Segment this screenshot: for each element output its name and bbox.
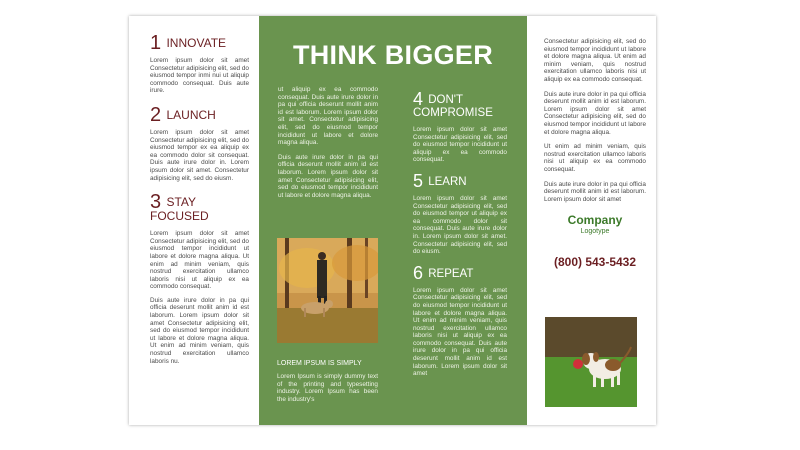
section-4: [413, 89, 507, 164]
section-heading: [150, 32, 249, 54]
photo-caption-text: Lorem Ipsum is simply dummy text of the printing and typesetting industry. Lorem Ipsum has been the industry's: [277, 373, 378, 403]
right-text: Duis aute irure dolor in pa qui officia deserunt mollit anim id est laborum. Lorem ipsum dolor sit amet Consectetur adipisicing elit, sed do eiusmod tempor incididunt ut labore et dolore magna aliqua.: [544, 90, 646, 136]
section-heading: [413, 89, 507, 120]
right-text: Duis aute irure dolor in pa qui officia deserunt mollit anim id est laborum. Lorem ipsum dolor sit amet: [544, 180, 646, 203]
section-1: [150, 32, 249, 95]
section-title: LEARN: [428, 175, 467, 188]
section-title: REPEAT: [428, 267, 474, 280]
company-logo: [544, 213, 646, 235]
middle-column-b: [413, 89, 507, 389]
section-text: Lorem ipsum dolor sit amet Consectetur adipisicing elit, sed do eiusmod tempor incididunt ut labore et dolore magna aliqua. Ut enim ad minim veniam, quis nostrud exercitation ullamco laboris nisi ut aliquip ex ea commodo consequat. Duis aute irure dolor in pa qui officia deserunt mollit anim id est laborum. Lorem ipsum dolor sit amet: [413, 286, 507, 378]
section-heading: [413, 170, 507, 191]
section-3: [150, 191, 249, 365]
section-heading: [150, 191, 249, 224]
middle-text: Duis aute irure dolor in pa qui officia deserunt mollit anim id est laborum. Lorem ipsum dolor sit amet Consectetur adipisicing elit, sed do eiusmod tempor incididunt ut labore et dolore magna aliqua.: [278, 153, 378, 199]
autumn-walk-photo: [277, 238, 378, 343]
section-title-line2: COMPROMISE: [413, 107, 493, 119]
section-title: STAY: [166, 195, 197, 210]
section-number: 4: [413, 89, 424, 109]
section-title-line2: FOCUSED: [150, 209, 209, 224]
middle-column-a: [278, 86, 378, 206]
section-number: 1: [150, 32, 162, 54]
section-text: Lorem ipsum dolor sit amet Consectetur adipisicing elit, sed do eiusmod tempor ex ea aliquip ex ea commodo dolor sit consequat. Duis aute irure dolor in. Lorem ipsum dolor sit amet. Consectetur adipisicing elit, sed do eiusm.: [150, 128, 249, 182]
company-name: Company: [567, 213, 623, 228]
section-number: 6: [413, 262, 424, 283]
page-title: THINK BIGGER: [292, 40, 494, 70]
section-text: Lorem ipsum dolor sit amet Consectetur adipisicing elit, sed do eiusmod tempor ut aliquip ex ea commodo dolor sit consequat. Duis aute irure dolor in. Lorem ipsum dolor sit amet. Consectetur adipisicing elit, sed do eiusm.: [413, 194, 507, 256]
section-text: Duis aute irure dolor in pa qui officia deserunt mollit anim id est laborum. Lorem ipsum dolor sit amet Consectetur adipisicing elit, sed do eiusmod tempor incididunt ut labore et dolore magna aliqua. Ut enim ad minim veniam, quis nostrud exercitation ullamco laboris nu.: [150, 296, 249, 365]
right-text: Ut enim ad minim veniam, quis nostrud exercitation ullamco laboris nisi ut aliquip ex ea commodo consequat.: [544, 143, 646, 173]
photo-caption-title: LOREM IPSUM IS SIMPLY: [277, 360, 362, 367]
section-2: [150, 103, 249, 182]
section-title: DON'T: [428, 94, 463, 106]
section-heading: [150, 103, 249, 126]
phone-number: (800) 543-5432: [553, 255, 637, 270]
section-number: 3: [150, 191, 162, 214]
section-6: [413, 262, 507, 378]
section-5: [413, 170, 507, 256]
section-heading: [413, 262, 507, 283]
right-text: Consectetur adipisicing elit, sed do eiusmod tempor incididunt ut labore et dolore magna aliqua. Ut enim ad minim veniam, quis nostrud exercitation ullamco laboris nisi ut aliquip ex ea commodo consequat.: [544, 38, 646, 83]
section-text: Lorem ipsum dolor sit amet Consectetur adipisicing elit, sed do eiusmod tempor inmi nui ut aliquip commodo consequat. Duis aute irure.: [150, 57, 249, 95]
section-number: 2: [150, 103, 162, 126]
puppy-photo: [545, 317, 637, 407]
section-title: LAUNCH: [166, 107, 216, 122]
section-title: INNOVATE: [166, 36, 227, 50]
section-text: Lorem ipsum dolor sit amet Consectetur adipisicing elit, sed do eiusmod tempor incididunt ut labore et dolore magna aliqua. Ut enim ad minim veniam, quis nostrud exercitation ullamco laboris nisi ut aliquip ex ea commodo consequat.: [150, 230, 249, 291]
middle-text: ut aliquip ex ea commodo consequat. Duis aute irure dolor in pa qui officia deserunt mollit anim id est laborum. Lorem ipsum dolor sit amet. Consectetur adipisicing elit, sed do eiusmod tempor incididunt ut labore et dolore magna aliqua.: [278, 86, 378, 147]
section-number: 5: [413, 170, 424, 191]
left-panel: [129, 16, 259, 425]
company-logotype: Logotype: [580, 228, 610, 236]
section-text: Lorem ipsum dolor sit amet Consectetur adipisicing elit, sed do eiusmod tempor incididunt ut aliquip ex ea commodo consequat.: [413, 126, 507, 164]
